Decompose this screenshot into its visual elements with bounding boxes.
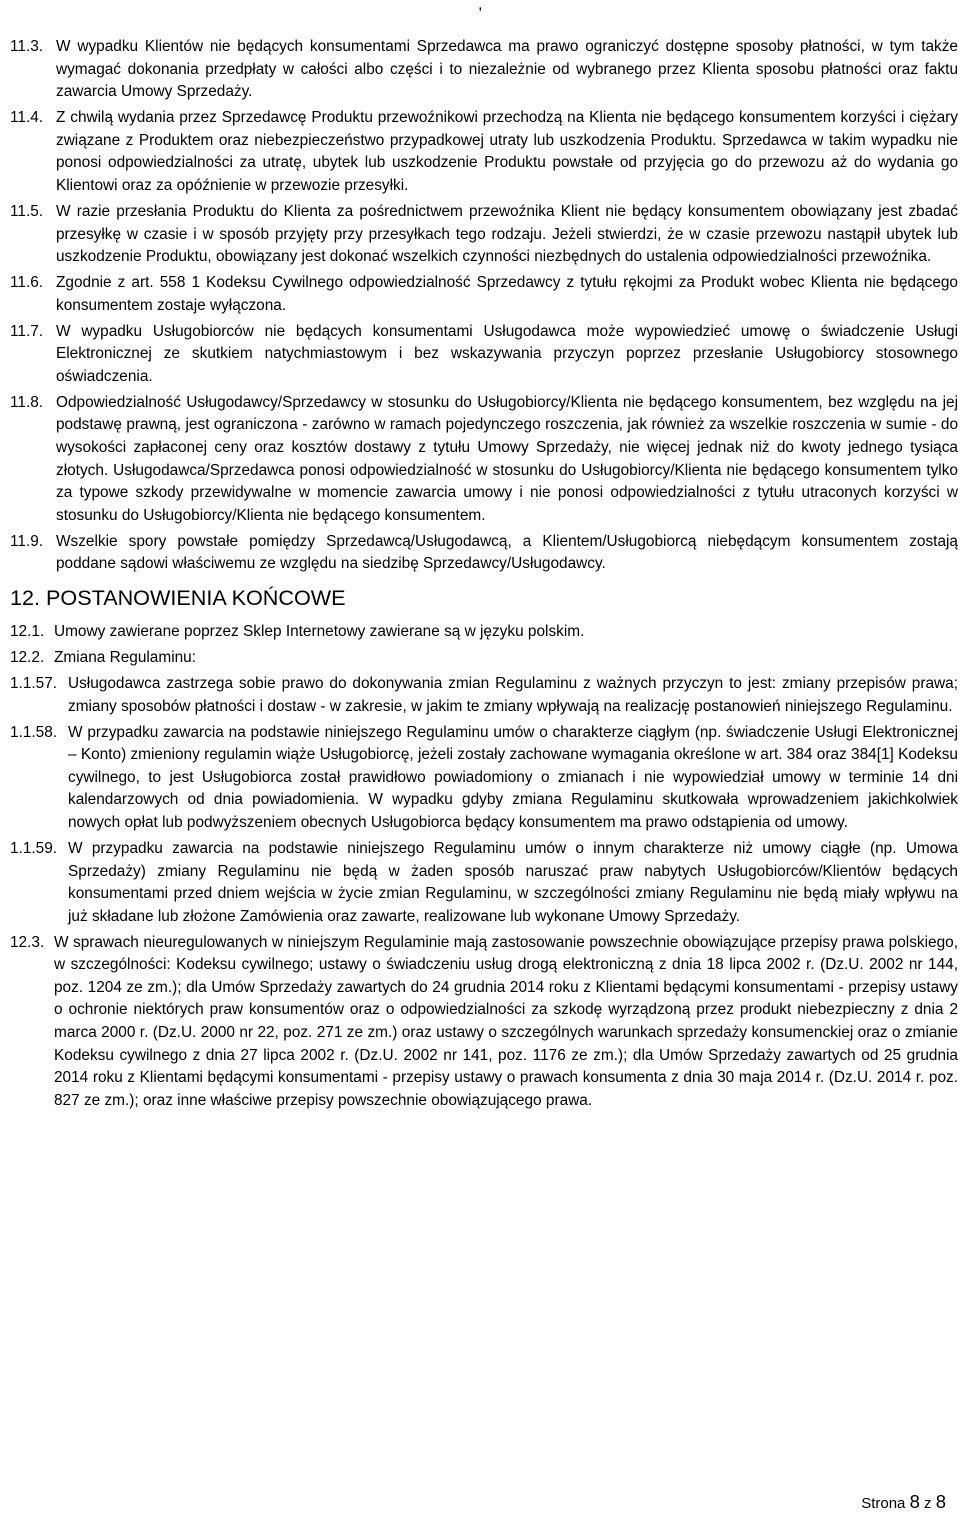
clause-text: W wypadku Usługobiorców nie będących konsumentami Usługodawca może wypowiedzieć umowę o świadczenie Usługi Elektronicznej ze skutkiem natychmiastowym i bez wskazywania przyczyn poprzez przesłanie Usługobiorcy stosownego oświadczenia. xyxy=(56,322,958,385)
page-of: z xyxy=(924,1495,932,1512)
clause-number: 12.1. xyxy=(10,623,45,640)
clause-text: Zgodnie z art. 558 1 Kodeksu Cywilnego odpowiedzialność Sprzedawcy z tytułu rękojmi za Produkt wobec Klienta nie będącego konsumentem zostaje wyłączona. xyxy=(56,274,958,314)
clause xyxy=(10,722,958,835)
clause xyxy=(10,36,958,104)
clause xyxy=(10,621,958,644)
clause-number: 11.4. xyxy=(10,109,44,127)
clause-number: 1.1.59. xyxy=(10,839,58,857)
page-current: 8 xyxy=(909,1491,920,1512)
clause xyxy=(10,531,958,576)
clause-text: Wszelkie spory powstałe pomiędzy Sprzedawcą/Usługodawcą, a Klientem/Usługobiorcą niebędącym konsumentem zostają poddane sądowi właściwemu ze względu na siedzibę Sprzedawcy/Usługodawcy. xyxy=(56,532,958,573)
clause-number: 12.2. xyxy=(10,648,45,666)
clause-number: 11.6. xyxy=(10,274,44,292)
clause-text: W razie przesłania Produktu do Klienta za pośrednictwem przewoźnika Klient nie będący konsumentem obowiązany jest zbadać przesyłkę w czasie i w sposób przyjęty przy przesyłkach tego rodzaju. Jeżeli stwierdzi, że w czasie przewozu nastąpił ubytek lub uszkodzenie Produktu, obowiązany jest dokonać wszelkich czynności niezbędnych do ustalenia odpowiedzialności przewoźnika. xyxy=(56,202,958,266)
section-12-items-last xyxy=(10,932,958,1113)
clause xyxy=(10,838,958,928)
clause-text: Odpowiedzialność Usługodawcy/Sprzedawcy w stosunku do Usługobiorcy/Klienta nie będącego konsumentem, bez względu na jej podstawę prawną, jest ograniczona - zarówno w ramach pojedynczego roszczenia, jak również za wszelkie roszczenia w sumie - do wysokości zapłaconej ceny oraz kosztów dostawy z tytułu Umowy Sprzedaży, nie więcej jednak niż do kwoty jednego tysiąca złotych. Usługodawca/Sprzedawca ponosi odpowiedzialność w stosunku do Usługobiorcy/Klienta nie będącego konsumentem tylko za typowe szkody przewidywalne w momencie zawarcia umowy i nie ponosi odpowiedzialności z tytułu utraconych korzyści w stosunku do Usługobiorcy/Klienta nie będącego konsumentem. xyxy=(56,393,958,524)
clause-text: Umowy zawierane poprzez Sklep Internetowy zawierane są w języku polskim. xyxy=(54,623,585,640)
clause-text: W przypadku zawarcia na podstawie niniejszego Regulaminu umów o charakterze ciągłym (np. świadczenie Usługi Elektronicznej – Konto) zmieniony regulamin wiąże Usługobiorcę, jeżeli zostały zachowane wymagania określone w art. 384 oraz 384[1] Kodeksu cywilnego, to jest Usługobiorca został prawidłowo powiadomiony o zmianach i nie wypowiedział umowy w terminie 14 dni kalendarzowych od dnia powiadomienia. W wypadku gdyby zmiana Regulaminu skutkowała wprowadzeniem jakichkolwiek nowych opłat lub podwyższeniem obecnych Usługobiorca będący konsumentem ma prawo odstąpienia od umowy. xyxy=(68,723,958,831)
clause-number: 11.9. xyxy=(10,532,44,550)
clause-number: 11.5. xyxy=(10,202,44,220)
section-12-title: POSTANOWIENIA KOŃCOWE xyxy=(46,585,346,610)
page-footer xyxy=(861,1492,946,1514)
regulation-change-subitems xyxy=(10,673,958,928)
section-12-number: 12. xyxy=(10,585,41,610)
page-total: 8 xyxy=(935,1491,946,1512)
section-11-items xyxy=(10,36,958,576)
clause-number: 11.8. xyxy=(10,393,44,411)
clause-number: 11.3. xyxy=(10,38,44,55)
clause xyxy=(10,673,958,718)
clause-number: 1.1.58. xyxy=(10,723,58,741)
clause-number: 12.3. xyxy=(10,933,45,951)
clause-text: Usługodawca zastrzega sobie prawo do dokonywania zmian Regulaminu z ważnych przyczyn to jest: zmiany przepisów prawa; zmiany sposobów płatności i dostaw - w zakresie, w jakim te zmiany wpływają na realizację postanowień niniejszego Regulaminu. xyxy=(68,674,958,715)
document-page xyxy=(10,36,958,1116)
clause xyxy=(10,321,958,389)
page-label: Strona xyxy=(861,1495,906,1512)
clause-text: Zmiana Regulaminu: xyxy=(54,648,197,666)
clause xyxy=(10,392,958,528)
section-12-items-first xyxy=(10,621,958,670)
clause-text: W wypadku Klientów nie będących konsumentami Sprzedawca ma prawo ograniczyć dostępne sposoby płatności, w tym także wymagać dokonania przedpłaty w całości albo części i to niezależnie od wybranego przez Klienta sposobu płatności oraz faktu zawarcia Umowy Sprzedaży. xyxy=(56,38,958,101)
clause-text: W przypadku zawarcia na podstawie niniejszego Regulaminu umów o innym charakterze niż umowy ciągłe (np. Umowa Sprzedaży) zmiany Regulaminu nie będą w żaden sposób naruszać praw nabytych Usługobiorców/Klientów będących konsumentami przed dniem wejścia w życie zmian Regulaminu, w szczególności zmiany Regulaminu nie będą miały wpływu na już składane lub złożone Zamówienia oraz zawarte, realizowane lub wykonane Umowy Sprzedaży. xyxy=(68,839,958,925)
clause xyxy=(10,107,958,197)
stray-comma-mark: , xyxy=(478,0,483,13)
clause xyxy=(10,647,958,670)
clause-number: 1.1.57. xyxy=(10,674,58,692)
clause-text: Z chwilą wydania przez Sprzedawcę Produktu przewoźnikowi przechodzą na Klienta nie będącego konsumentem korzyści i ciężary związane z Produktem oraz niebezpieczeństwo przypadkowej utraty lub uszkodzenia Produktu. Sprzedawca w takim wypadku nie ponosi odpowiedzialności za utratę, ubytek lub uszkodzenie Produktu powstałe od przyjęcia go do przewozu aż do wydania go Klientowi oraz za opóźnienie w przewozie przesyłki. xyxy=(56,109,958,194)
clause xyxy=(10,201,958,269)
section-12-heading xyxy=(10,584,958,612)
clause xyxy=(10,272,958,317)
clause-text: W sprawach nieuregulowanych w niniejszym Regulaminie mają zastosowanie powszechnie obowiązujące przepisy prawa polskiego, w szczególności: Kodeksu cywilnego; ustawy o świadczeniu usług drogą elektroniczną z dnia 18 lipca 2002 r. (Dz.U. 2002 nr 144, poz. 1204 ze zm.); dla Umów Sprzedaży zawartych do 24 grudnia 2014 roku z Klientami będącymi konsumentami - przepisy ustawy o ochronie niektórych praw konsumentów oraz o odpowiedzialności za szkodę wyrządzoną przez produkt niebezpieczny z dnia 2 marca 2000 r. (Dz.U. 2000 nr 22, poz. 271 ze zm.) oraz ustawy o szczególnych warunkach sprzedaży konsumenckiej oraz o zmianie Kodeksu cywilnego z dnia 27 lipca 2002 r. (Dz.U. 2002 nr 141, poz. 1176 ze zm.); dla Umów Sprzedaży zawartych od 25 grudnia 2014 roku z Klientami będącymi konsumentami - przepisy ustawy o prawach konsumenta z dnia 30 maja 2014 r. (Dz.U. 2014 r. poz. 827 ze zm.); oraz inne właściwe przepisy powszechnie obowiązującego prawa. xyxy=(54,933,958,1109)
clause xyxy=(10,932,958,1113)
clause-number: 11.7. xyxy=(10,322,44,340)
